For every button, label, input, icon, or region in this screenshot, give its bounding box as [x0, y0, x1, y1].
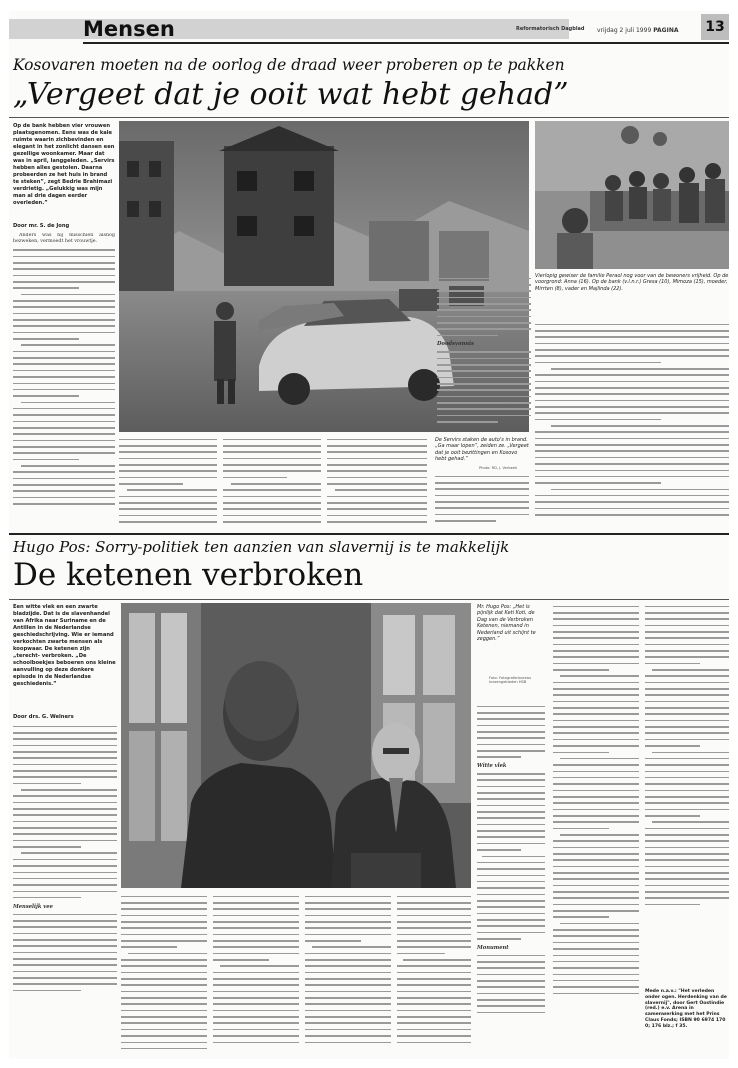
article1-headline: „Vergeet dat je ooit wat hebt gehad”	[13, 77, 569, 112]
article-divider	[9, 533, 729, 535]
article2-source-note: Mede n.a.v.: "Het verleden onder ogen. Herdenking van de slavernij", door Gert Oostindie (red.) e.v. Arena in samenwerking met het Prins Claus Fonds; ISBN 90 6974 170 0; 176 blz.; f 35.	[645, 989, 727, 1029]
article2-column-4	[305, 893, 391, 1057]
page-number: 13	[701, 14, 729, 40]
paper-name: Reformatorisch Dagblad	[516, 26, 585, 32]
article2-column-7	[553, 603, 639, 1057]
subheading-monument: Monument	[477, 944, 509, 951]
article2-column-5	[397, 893, 471, 1057]
article2-photo-caption: Mr. Hugo Pos: „Het is pijnlijk dat Keti Koti, de Dag van de Verbroken Ketenen, niemand in Nederland uit schijnt te zeggen.”	[477, 604, 536, 643]
page-label: PAGINA	[653, 27, 679, 34]
article1-rule	[9, 117, 729, 118]
section-title: Mensen	[83, 17, 175, 41]
article2-column-2	[121, 893, 207, 1057]
article2-photo-credit: Foto: Fotografenbureau Inezengebieden HSB	[489, 676, 532, 684]
article1-photo-credit: Photo: RD, J. Verbeek	[479, 466, 518, 470]
masthead	[9, 11, 729, 45]
article1-column-5	[435, 473, 529, 525]
article1-kicker: Kosovaren moeten na de oorlog de draad weer proberen op te pakken	[13, 56, 565, 74]
article1-column-4	[327, 436, 427, 526]
article2-column-3	[213, 893, 299, 1057]
date-text: vrijdag 2 juli 1999	[597, 27, 652, 34]
masthead-rule	[83, 42, 729, 44]
subheading-witte-vlek: Witte vlek	[477, 763, 507, 770]
article1-column-7	[535, 321, 729, 526]
article2-headline: De ketenen verbroken	[13, 557, 364, 593]
article1-lead: Op de bank hebben vier vrouwen plaatsgenomen. Eens was de kale ruimte waarin zichbevinden en elegant in het zonlicht dansen een gezellige woonkamer. Maar dat was in april, langgeleden. „Servirs hebben alles gestolen. Daarna probeerden ze het huis in brand te steken”, zegt Bedrie Brahimazi verdrietig. „Gelukkig was mijn man al drie dagen eerder overleden.”	[13, 123, 115, 206]
article1-column-2	[119, 436, 217, 526]
article2-column-1	[13, 723, 117, 1057]
article2-column-8	[645, 603, 729, 983]
article2-byline: Door drs. G. Welners	[13, 714, 74, 720]
article1-column-6	[437, 275, 531, 435]
article2-rule	[9, 599, 729, 600]
dateline	[597, 27, 679, 34]
article1-byline: Door mr. S. de Jong	[13, 223, 70, 229]
article1-opening: Anders was hij misschien alsnog bezweken, vermoedt het vrouwtje.	[13, 233, 115, 245]
article1-photo-caption: De Servirs staken de auto's in brand. „Ga maar lopen”, zeiden ze. „Vergeet dat je ooit bezittingen en Kosovo hebt gehad.”	[435, 437, 529, 463]
article1-column-3	[223, 436, 321, 526]
article2-lead: Een witte vlek en een zwarte bladzijde. Dat is de slavenhandel van Afrika naar Suriname en de Antillen in de Nederlandse geschiedschrijving. Wie er iemand verkochten zwarte mensen als koopwaar. De ketenen zijn „terecht- verbroken. „De schoolboekjes beboeren ons kleine aanvulling op deze donkere episode in de Nederlandse geschiedenis.”	[13, 604, 116, 687]
hugo-pos-photo	[121, 603, 471, 888]
subheading-doodsvonnis: Doodsvonnis	[437, 341, 474, 348]
article1-column-1-text	[13, 247, 115, 507]
article1-side-caption: Vierlopig gewiser de familie Peraol nog voor van de bewoners vrijheid. Op de voorgrond: Anna (16). Op de bank (v.l.n.r.) Gresa (10), Mimoza (15), moeder, Mirrten (8), vader en Majlinda (22).	[535, 273, 729, 292]
newspaper-page	[9, 11, 729, 1059]
article2-kicker: Hugo Pos: Sorry-politiek ten aanzien van slavernij is te makkelijk	[13, 538, 510, 556]
family-photo	[535, 121, 729, 269]
subheading-menselijk-vee: Menselijk vee	[13, 903, 53, 910]
article1-column-1	[13, 233, 115, 525]
article2-column-6	[477, 703, 545, 1057]
